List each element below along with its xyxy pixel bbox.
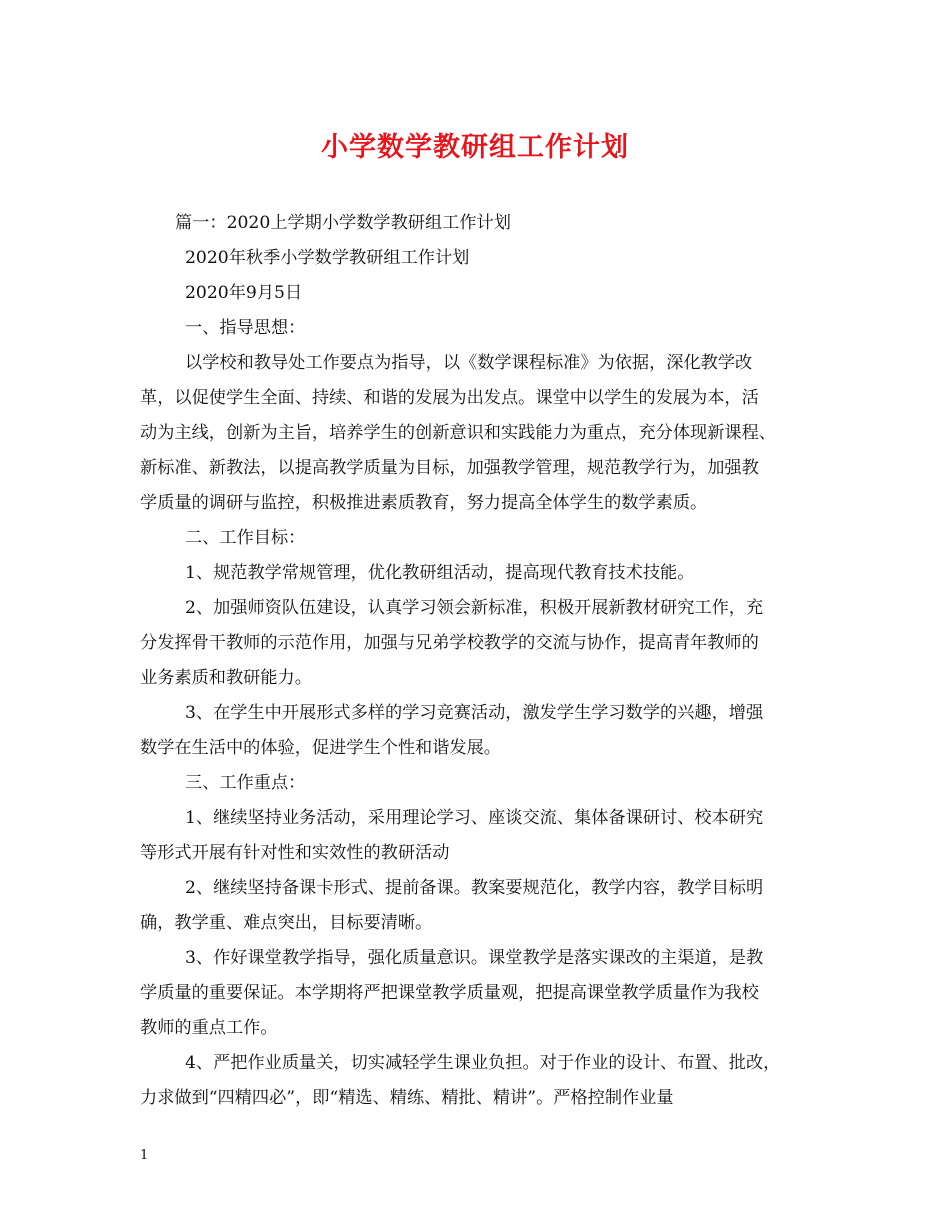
paragraph-line: 革，以促使学生全面、持续、和谐的发展为出发点。课堂中以学生的发展为本，活 xyxy=(140,388,759,408)
paragraph-line: 数学在生活中的体验，促进学生个性和谐发展。 xyxy=(140,738,501,758)
paragraph-line: 力求做到“四精四必”，即“精选、精练、精批、精讲”。严格控制作业量 xyxy=(140,1088,674,1108)
paragraph-line: 一、指导思想： xyxy=(185,318,306,338)
paragraph-line: 等形式开展有针对性和实效性的教研活动 xyxy=(140,843,450,863)
paragraph-line: 三、工作重点： xyxy=(185,773,306,793)
paragraph-line: 3、在学生中开展形式多样的学习竞赛活动，激发学生学习数学的兴趣，增强 xyxy=(185,703,764,723)
paragraph-line: 1、继续坚持业务活动，采用理论学习、座谈交流、集体备课研讨、校本研究 xyxy=(185,808,764,828)
paragraph-line: 确，教学重、难点突出，目标要清晰。 xyxy=(140,913,433,933)
paragraph-line: 教师的重点工作。 xyxy=(140,1018,278,1038)
paragraph-line: 学质量的调研与监控，积极推进素质教育，努力提高全体学生的数学素质。 xyxy=(140,493,708,513)
paragraph-line: 分发挥骨干教师的示范作用，加强与兄弟学校教学的交流与协作，提高青年教师的 xyxy=(140,633,759,653)
paragraph-line: 1、规范教学常规管理，优化教研组活动，提高现代教育技术技能。 xyxy=(185,563,695,583)
paragraph-line: 学质量的重要保证。本学期将严把课堂教学质量观，把提高课堂教学质量作为我校 xyxy=(140,983,759,1003)
paragraph-line: 以学校和教导处工作要点为指导，以《数学课程标准》为依据，深化教学改 xyxy=(185,353,753,373)
document-body xyxy=(140,206,830,1116)
paragraph-line: 篇一：2020上学期小学数学教研组工作计划 xyxy=(175,213,511,233)
paragraph-line: 新标准、新教法，以提高教学质量为目标，加强教学管理，规范教学行为，加强教 xyxy=(140,458,759,478)
paragraph-line: 动为主线，创新为主旨，培养学生的创新意识和实践能力为重点，充分体现新课程、 xyxy=(140,423,776,443)
paragraph-line: 2020年秋季小学数学教研组工作计划 xyxy=(185,248,470,268)
document-title: 小学数学教研组工作计划 xyxy=(321,132,629,163)
paragraph-line: 业务素质和教研能力。 xyxy=(140,668,312,688)
paragraph-line: 2、加强师资队伍建设，认真学习领会新标准，积极开展新教材研究工作，充 xyxy=(185,598,764,618)
paragraph-line: 二、工作目标： xyxy=(185,528,306,548)
page-number: 1 xyxy=(140,1148,149,1163)
paragraph-line: 2、继续坚持备课卡形式、提前备课。教案要规范化，教学内容，教学目标明 xyxy=(185,878,764,898)
paragraph-line: 4、严把作业质量关，切实减轻学生课业负担。对于作业的设计、布置、批改， xyxy=(185,1053,781,1073)
paragraph-line: 2020年9月5日 xyxy=(185,283,303,303)
paragraph-line: 3、作好课堂教学指导，强化质量意识。课堂教学是落实课改的主渠道，是教 xyxy=(185,948,764,968)
